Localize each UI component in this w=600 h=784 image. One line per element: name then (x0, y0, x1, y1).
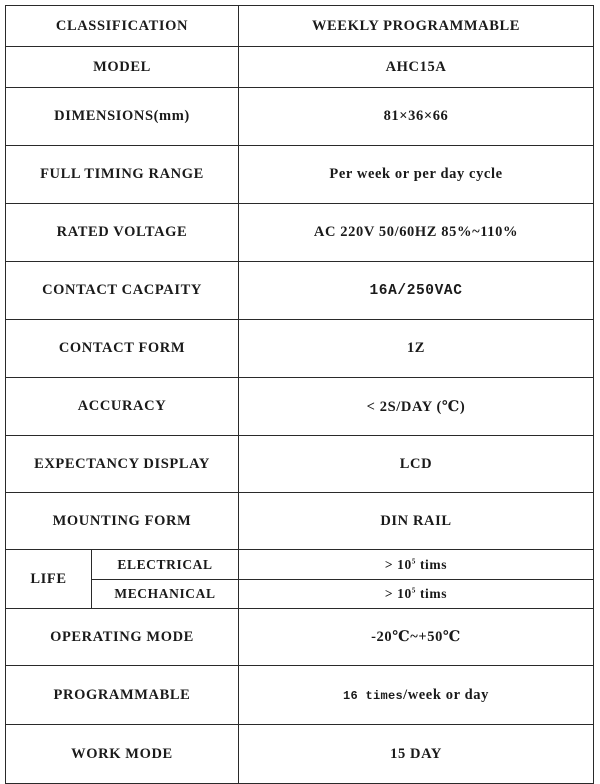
row-value-accuracy: < 2S/DAY (℃) (239, 378, 594, 436)
row-label-classification: CLASSIFICATION (6, 6, 239, 47)
row-value-classification: WEEKLY PROGRAMMABLE (239, 6, 594, 47)
row-label-contact-form: CONTACT FORM (6, 320, 239, 378)
row-value-rated-voltage: AC 220V 50/60HZ 85%~110% (239, 204, 594, 262)
mechanical-prefix: > 10 (384, 586, 412, 601)
row-value-operating-mode: -20℃~+50℃ (239, 609, 594, 666)
table-row (6, 493, 594, 550)
mechanical-exponent: 5 (411, 586, 416, 595)
programmable-rest: /week or day (403, 686, 489, 703)
table-row (6, 436, 594, 493)
row-label-contact-capacity: CONTACT CACPAITY (6, 262, 239, 320)
table-row (6, 666, 594, 725)
electrical-exponent: 5 (411, 557, 416, 565)
table-row (6, 47, 594, 88)
row-label-operating-mode: OPERATING MODE (6, 609, 239, 666)
row-label-model: MODEL (6, 47, 239, 88)
row-value-model: AHC15A (239, 47, 594, 88)
row-value-contact-capacity: 16A/250VAC (239, 262, 594, 320)
row-value-programmable (239, 666, 594, 725)
spec-table (5, 5, 594, 784)
mechanical-unit: tims (419, 586, 448, 601)
row-label-programmable: PROGRAMMABLE (6, 666, 239, 725)
programmable-count: 16 times (343, 688, 404, 703)
row-value-electrical (239, 550, 594, 580)
table-row (6, 609, 594, 666)
table-row (6, 580, 594, 609)
electrical-unit: tims (419, 556, 448, 572)
table-row (6, 204, 594, 262)
row-label-expectancy-display: EXPECTANCY DISPLAY (6, 436, 239, 493)
row-sublabel-mechanical: MECHANICAL (92, 580, 239, 609)
row-sublabel-electrical: ELECTRICAL (92, 550, 239, 580)
row-value-mechanical (239, 580, 594, 609)
electrical-prefix: > 10 (384, 556, 412, 572)
table-row (6, 725, 594, 784)
table-row (6, 550, 594, 580)
row-label-mounting-form: MOUNTING FORM (6, 493, 239, 550)
table-row (6, 6, 594, 47)
table-row (6, 378, 594, 436)
row-label-full-timing-range: FULL TIMING RANGE (6, 146, 239, 204)
table-row (6, 146, 594, 204)
row-value-full-timing-range: Per week or per day cycle (239, 146, 594, 204)
row-value-expectancy-display: LCD (239, 436, 594, 493)
row-label-life: LIFE (6, 550, 92, 609)
row-label-work-mode: WORK MODE (6, 725, 239, 784)
row-value-dimensions: 81×36×66 (239, 88, 594, 146)
table-row (6, 88, 594, 146)
row-label-rated-voltage: RATED VOLTAGE (6, 204, 239, 262)
row-value-contact-form: 1Z (239, 320, 594, 378)
row-value-work-mode: 15 DAY (239, 725, 594, 784)
row-label-dimensions: DIMENSIONS(mm) (6, 88, 239, 146)
table-row (6, 262, 594, 320)
row-value-mounting-form: DIN RAIL (239, 493, 594, 550)
table-row (6, 320, 594, 378)
row-label-accuracy: ACCURACY (6, 378, 239, 436)
